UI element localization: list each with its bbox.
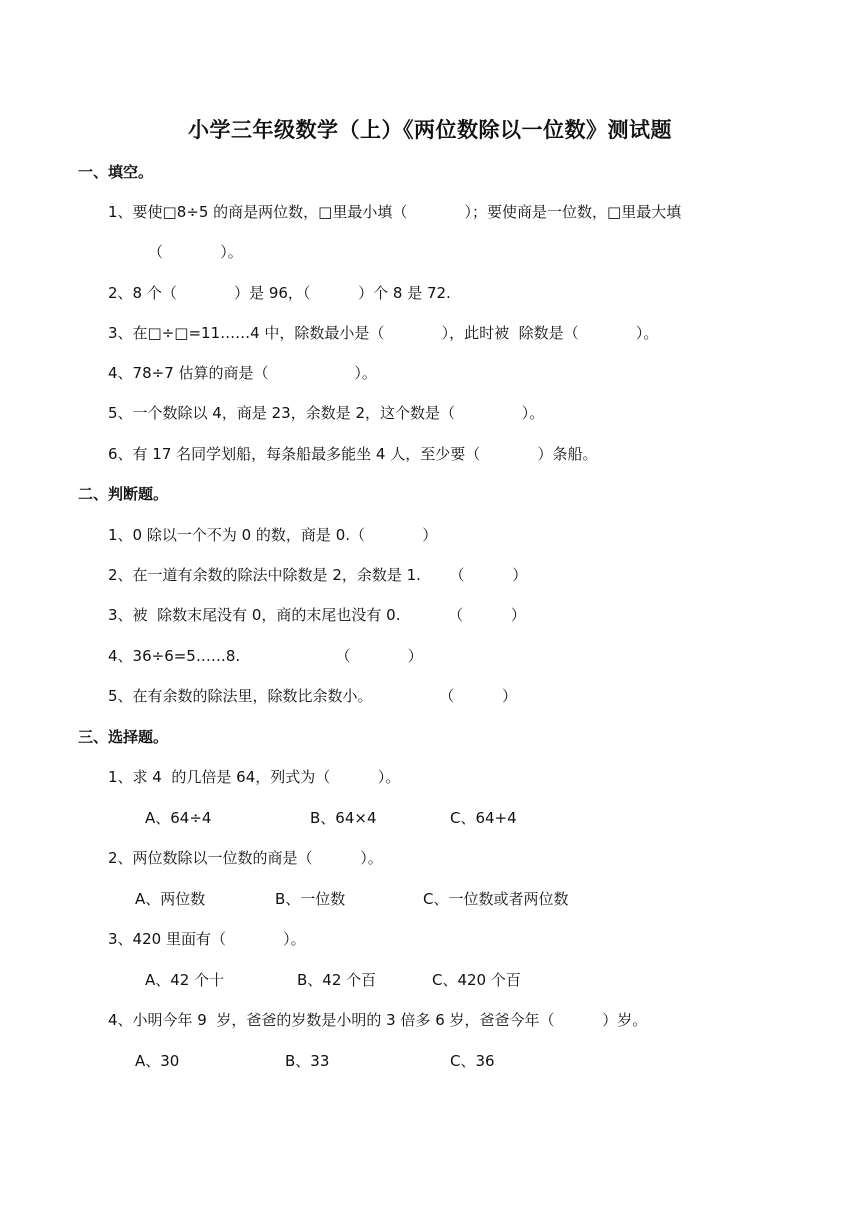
fill-question-3: 3、在□÷□=11……4 中，除数最小是（ ），此时被 除数是（ ）。 (108, 324, 659, 342)
choice-2-option-b: B、一位数 (275, 890, 346, 908)
choice-4-option-b: B、33 (285, 1052, 330, 1070)
judge-question-3: 3、被 除数末尾没有 0，商的末尾也没有 0. （ ） (108, 606, 526, 624)
choice-3-option-b: B、42 个百 (297, 971, 377, 989)
choice-2-option-c: C、一位数或者两位数 (423, 890, 569, 908)
section-heading-true-false: 二、判断题。 (78, 485, 169, 503)
choice-1-option-c: C、64+4 (450, 809, 517, 827)
choice-1-option-b: B、64×4 (310, 809, 377, 827)
choice-4-option-a: A、30 (135, 1052, 180, 1070)
choice-4-option-c: C、36 (450, 1052, 495, 1070)
fill-question-2: 2、8 个（ ）是 96，（ ）个 8 是 72. (108, 284, 451, 302)
choice-3-option-c: C、420 个百 (432, 971, 521, 989)
fill-question-5: 5、一个数除以 4，商是 23，余数是 2，这个数是（ ）。 (108, 404, 545, 422)
choice-question-3: 3、420 里面有（ ）。 (108, 930, 306, 948)
choice-1-option-a: A、64÷4 (145, 809, 212, 827)
fill-question-1-line-1: 1、要使□8÷5 的商是两位数，□里最小填（ ）；要使商是一位数，□里最大填 (108, 203, 682, 221)
fill-question-1-line-2: （ ）。 (148, 243, 243, 261)
judge-question-4: 4、36÷6=5……8. （ ） (108, 647, 423, 665)
choice-question-1: 1、求 4 的几倍是 64，列式为（ ）。 (108, 768, 401, 786)
judge-question-1: 1、0 除以一个不为 0 的数，商是 0.（ ） (108, 526, 438, 544)
fill-question-4: 4、78÷7 估算的商是（ ）。 (108, 364, 377, 382)
judge-question-5: 5、在有余数的除法里，除数比余数小。 （ ） (108, 687, 517, 705)
choice-3-option-a: A、42 个十 (145, 971, 225, 989)
choice-question-2: 2、两位数除以一位数的商是（ ）。 (108, 849, 383, 867)
fill-question-6: 6、有 17 名同学划船，每条船最多能坐 4 人，至少要（ ）条船。 (108, 445, 598, 463)
section-heading-multiple-choice: 三、选择题。 (78, 728, 169, 746)
section-heading-fill-blank: 一、填空。 (78, 163, 154, 181)
page-title: 小学三年级数学（上）《两位数除以一位数》测试题 (188, 118, 672, 142)
choice-question-4: 4、小明今年 9 岁，爸爸的岁数是小明的 3 倍多 6 岁，爸爸今年（ ）岁。 (108, 1011, 648, 1029)
judge-question-2: 2、在一道有余数的除法中除数是 2，余数是 1. （ ） (108, 566, 528, 584)
choice-2-option-a: A、两位数 (135, 890, 206, 908)
